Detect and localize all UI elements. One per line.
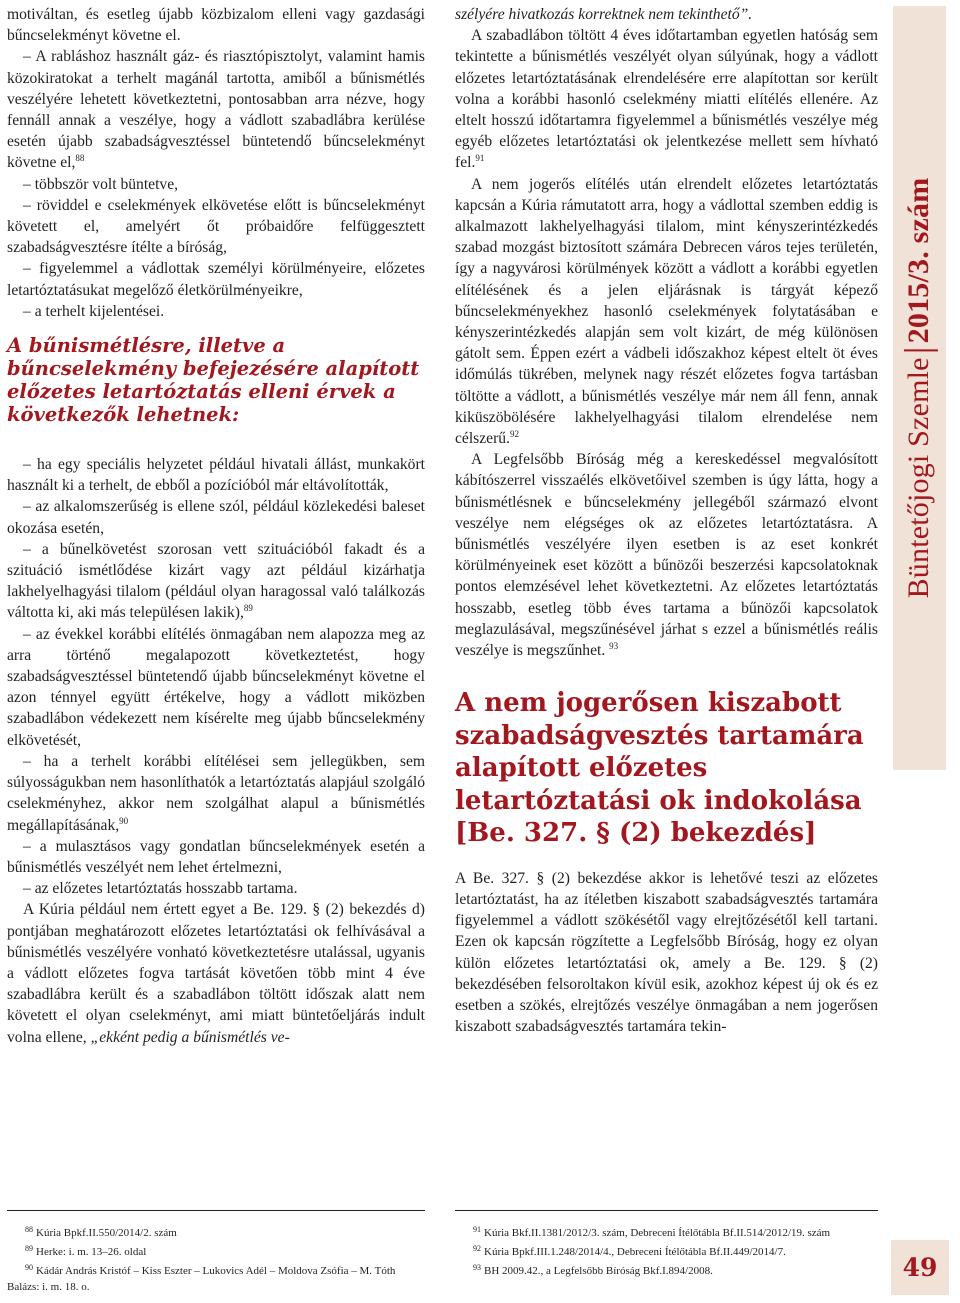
list-item: – a mulasztásos vagy gondatlan bűncselekmények esetén a bűnismétlés veszélyét nem lehet értelmezni, — [7, 837, 425, 876]
page-number: 49 — [891, 1240, 949, 1295]
footnote-ref: 90 — [119, 815, 129, 826]
footnote-number: 93 — [473, 1263, 481, 1272]
footnote-text: BH 2009.42., a Legfelsőbb Bíróság Bkf.I.894/2008. — [484, 1265, 713, 1277]
paragraph: A Be. 327. § (2) bekezdése akkor is lehetővé teszi az előzetes letartóztatást, ha az ítéletben kiszabott szabadságvesztés tartamára figyelemmel a vádlott szökésétől vagy elrejtőzésétől kell tartani. Ezen ok kapcsán rögzítette a Legfelsőbb Bíróság, hogy ez olyan külön előzetes letartóztatási ok, amely a Be. 129. § (2) bekezdésében felsoroltakon kívül esik, azokhoz képest új ok és ez esetben a szökés, elrejtőzés veszélye önmagában a nem jogerősen kiszabott szabadságvesztés tartamára tekin- — [455, 869, 878, 1036]
footnote-number: 89 — [25, 1244, 33, 1253]
paragraph-text: A Kúria például nem értett egyet a Be. 129. § (2) bekezdés d) pontjában meghatározott előzetes letartóztatási ok felhívásával a bűnismétlés veszélyére vonható következtetésre utalással, ugyanis a vádlott előzetes fogva tartását követően több mint 4 éve szabadlábra került és a szabadlábon töltött időszak alatt nem követett el olyan cselekményt, ami miatt büntetőeljárás indult volna ellene, — [7, 901, 425, 1046]
footnote-divider — [7, 1210, 425, 1211]
footnotes-left — [7, 1222, 425, 1295]
footnote — [7, 1222, 425, 1241]
quote: „ekként pedig a bűnismétlés ve- — [90, 1028, 290, 1046]
list-item: – ha egy speciális helyzetet például hivatali állást, munkakört használt ki a terhelt, de ebből a pozícióból már eltávolították, — [7, 456, 425, 495]
paragraph-text: A nem jogerős elítélés után elrendelt előzetes letartóztatás kapcsán a Kúria rámutatott arra, hogy a vádlottal szemben eddig is alkalmazott lakhelyelhagyási tilalom, mint kényszerintézkedés szabad mozgást biztosított számára Debrecen város tejes területén, így a nagyvárosi körülmények között a vádlott a korábbi egyetlen elítélésének és a jelen eljárásnak is tárgyát képező bűncselekményekhez hasonló cselekmények folytatásában e kényszerintézkedés alapján sem volt kizárt, de még különösen gátolt sem. Éppen ezért a vádbeli időszakhoz képest eltelt öt éves időmúlás tükrében, melynek nagy részét előzetes fogva tartásban töltötte a vádlott, a bűnismétlés veszélye már nem áll fenn, annak kiküszöbölésére lakhelyelhagyási tilalom elrendelése nem célszerű. — [455, 175, 878, 448]
paragraph-text: A szabadlábon töltött 4 éves időtartamban egyetlen hatóság sem tekintette a bűnismétlés veszélyét olyan súlyúnak, hogy a vádlott előzetes letartóztatásának elrendelésére erre alapítottan sor került volna a korábbi hasonló cselekmény miatti elítélés ellenére. Az eltelt hosszú időtartamra figyelemmel a bűnismétlés veszélye még egyéb előzetes letartóztatási ok jelentkezése mellett sem hívható fel. — [455, 27, 878, 172]
footnote — [7, 1260, 425, 1295]
footnotes-right — [455, 1222, 878, 1279]
paragraph — [7, 46, 425, 173]
left-column — [7, 4, 425, 1048]
footnote-text: Kúria Bpkf.III.1.248/2014/4., Debreceni Ítélőtábla Bf.II.449/2014/7. — [484, 1246, 786, 1258]
footnote — [455, 1260, 878, 1279]
footnote — [455, 1222, 878, 1241]
list-item — [7, 751, 425, 836]
footnote — [455, 1241, 878, 1260]
footnote-divider — [455, 1210, 878, 1211]
footnote-ref: 89 — [243, 603, 253, 614]
footnote-number: 90 — [25, 1263, 33, 1272]
footnote-ref: 93 — [609, 641, 619, 652]
list-item: – többször volt büntetve, — [23, 175, 179, 193]
list-item: – az alkalomszerűség is ellene szól, például közlekedési baleset okozása esetén, — [7, 498, 425, 537]
paragraph: motiváltan, és esetleg újabb közbizalom elleni vagy gazdasági bűncselekményt követne el. — [7, 6, 425, 45]
list-item — [7, 539, 425, 624]
journal-sidebar — [893, 6, 946, 770]
section-heading: A nem jogerősen kiszabott szabadságvesztés tartamára alapított előzetes letartóztatási ok indokolása [Be. 327. § (2) bekezdés] — [455, 688, 864, 849]
list-item: – az előzetes letartóztatás hosszabb tartama. — [23, 880, 298, 898]
list-item: – röviddel e cselekmények elkövetése előtt is bűncselekményt követett el, amelyért őt próbaidőre felfüggesztett szabadságvesztésre ítélte a bíróság, — [7, 196, 425, 257]
footnote-number: 92 — [473, 1244, 481, 1253]
list-item-text: – a bűnelkövetést szorosan vett szituációból fakadt és a szituáció ismétlődése kizárt vagy azt például kizárhatja lakhelyelhagyási tilalom (például olyan haragossal való találkozás váltotta ki, aki más településen lakik), — [7, 540, 425, 622]
footnote-number: 91 — [473, 1225, 481, 1234]
list-item: – az évekkel korábbi elítélés önmagában nem alapozza meg az arra történő megalapozott következtetést, hogy szabadságvesztéssel büntetendő újabb bűncselekményt követne el azon ténnyel együtt értékelve, hogy a vádlott miközben szabadlábon védekezett nem kísérelte meg újabb bűncselekmény elkövetését, — [7, 625, 425, 749]
paragraph — [455, 174, 878, 450]
paragraph-text: A Legfelsőbb Bíróság még a kereskedéssel megvalósított kábítószerrel visszaélés elkövetőivel szemben is úgy látta, hogy a bűnismétlésnek e bűncselekmény jellegéből származó elvont veszélye nem elégséges ok az előzetes letartóztatásra. A bűnismétlés veszélyére ilyen esetben is az eset konkrét körülményeinek eset között a bűnözői beszerzési kapcsolatoknak pontos elemzésével lehet következtetni. Az előzetes letartóztatás hosszabb, esetleg több éves tartama a bűnözői kapcsolatok meglazulásával, megszűnésével járhat s ezzel a bűnismétlés reális veszélye is megszűnhet. — [455, 451, 878, 660]
paragraph — [455, 449, 878, 661]
footnote-ref: 91 — [475, 153, 485, 164]
list-item: – a terhelt kijelentései. — [23, 302, 165, 320]
footnote-number: 88 — [25, 1225, 33, 1234]
divider — [904, 349, 938, 351]
footnote-text: Herke: i. m. 13–26. oldal — [36, 1246, 147, 1258]
footnote-text: Kúria Bpkf.II.550/2014/2. szám — [36, 1227, 177, 1239]
footnote — [7, 1241, 425, 1260]
footnote-text: Kúria Bkf.II.1381/2012/3. szám, Debreceni Ítélőtábla Bf.II.514/2012/19. szám — [484, 1227, 831, 1239]
journal-name: Büntetőjogi Szemle — [901, 357, 935, 599]
footnote-ref: 88 — [75, 153, 85, 164]
subheading: A bűnismétlésre, illetve a bűncselekmény befejezésére alapított előzetes letartóztatás elleni érvek a következők lehetnek: — [7, 334, 420, 427]
issue-number: 2015/3. szám — [901, 177, 935, 344]
paragraph — [455, 25, 878, 173]
right-column — [455, 4, 878, 1037]
paragraph-text: – A rabláshoz használt gáz- és riasztópisztolyt, valamint hamis közokiratokat a terhelt magánál tartotta, amiből a bűnismétlés veszélyére lehetett következtetni, pontosabban arra nézve, hogy fennáll annak a veszélye, hogy a vádlott szabadlábra kerülése esetén újabb szabadságvesztéssel büntetendő bűncselekményt követne el, — [7, 48, 425, 172]
quote-continuation: szélyére hivatkozás korrektnek nem tekinthető”. — [455, 6, 753, 23]
list-item: – figyelemmel a vádlottak személyi körülményeire, előzetes letartóztatásukat megelőző életkörülményeikre, — [7, 260, 425, 299]
journal-title — [901, 178, 937, 599]
list-item-text: – ha a terhelt korábbi elítélései sem jellegükben, sem súlyosságukban nem hasonlíthatók a letartóztatás alapjául szolgáló cselekményhez, akkor nem szolgálhat alapul a bűnismétlés megállapításának, — [7, 752, 425, 834]
footnote-text: Kádár András Kristóf – Kiss Eszter – Lukovics Adél – Moldova Zsófia – M. Tóth Balázs: i. m. 18. o. — [7, 1265, 396, 1293]
footnote-ref: 92 — [509, 429, 519, 440]
paragraph — [7, 899, 425, 1047]
